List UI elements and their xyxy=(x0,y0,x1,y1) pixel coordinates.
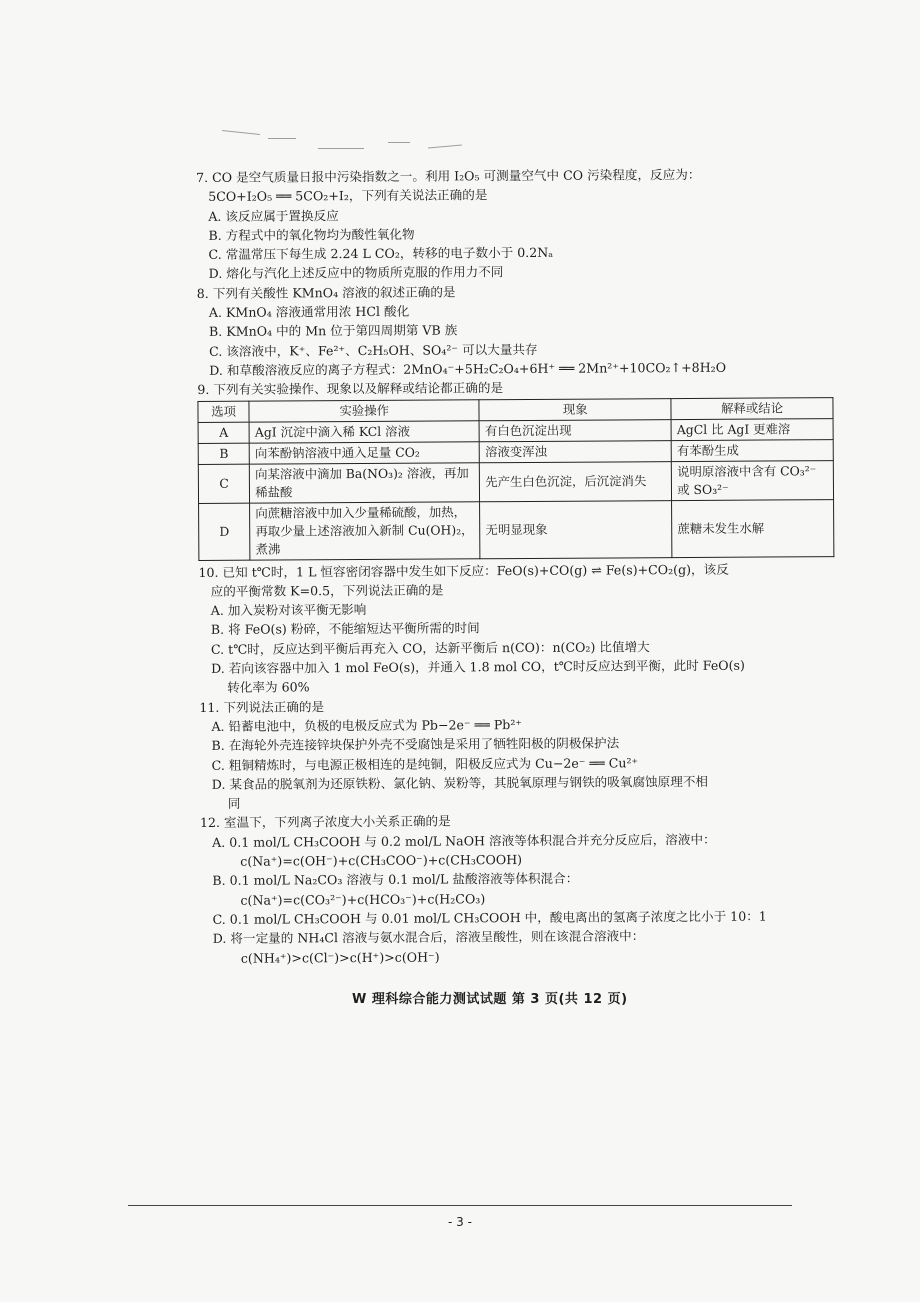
question-10-stem-line1: 10. 已知 t℃时，1 L 恒容密闭容器中发生如下反应：FeO(s)+CO(g) ⇌ Fe(s)+CO₂(g)，该反 xyxy=(198,561,729,580)
question-7-option-d: D. 熔化与汽化上述反应中的物质所克服的作用力不同 xyxy=(208,264,504,282)
question-8-stem: 8. 下列有关酸性 KMnO₄ 溶液的叙述正确的是 xyxy=(196,284,456,301)
table-header-option: 选项 xyxy=(198,401,249,422)
page-footer-title: W 理科综合能力测试试题 第 3 页(共 12 页) xyxy=(352,992,628,1007)
table-cell-option: A xyxy=(198,422,249,443)
question-9 xyxy=(197,376,848,560)
table-header-phenomenon: 现象 xyxy=(479,398,671,420)
table-header-conclusion: 解释或结论 xyxy=(671,397,833,419)
question-10-option-c: C. t℃时，反应达到平衡后再充入 CO，达新平衡后 n(CO)：n(CO₂) 比值增大 xyxy=(210,638,650,657)
page-number: - 3 - xyxy=(448,1215,472,1229)
table-row xyxy=(198,460,833,503)
question-10-option-b: B. 将 FeO(s) 粉碎，不能缩短达平衡所需的时间 xyxy=(210,620,480,638)
table-cell-conclusion: 说明原溶液中含有 CO₃²⁻ 或 SO₃²⁻ xyxy=(672,460,834,500)
table-header-operation: 实验操作 xyxy=(249,399,479,421)
table-cell-phenomenon: 无明显现象 xyxy=(480,500,672,558)
question-7-option-c: C. 常温常压下每生成 2.24 L CO₂，转移的电子数小于 0.2Nₐ xyxy=(208,245,554,263)
scan-noise xyxy=(428,145,462,149)
question-11 xyxy=(199,694,850,814)
table-cell-phenomenon: 有白色沉淀出现 xyxy=(479,419,671,441)
question-8 xyxy=(197,280,848,380)
question-12-option-b: B. 0.1 mol/L Na₂CO₃ 溶液与 0.1 mol/L 盐酸溶液等体积混合： xyxy=(212,870,579,889)
table-cell-operation: AgI 沉淀中滴入稀 KCl 溶液 xyxy=(249,420,479,442)
table-cell-conclusion: 蔗糖未发生水解 xyxy=(672,499,834,557)
question-8-option-c: C. 该溶液中，K⁺、Fe²⁺、C₂H₅OH、SO₄²⁻ 可以大量共存 xyxy=(209,341,538,359)
question-9-stem: 9. 下列有关实验操作、现象以及解释或结论都正确的是 xyxy=(197,380,504,398)
question-7-option-a: A. 该反应属于置换反应 xyxy=(208,207,339,224)
exam-content xyxy=(196,164,851,968)
scan-noise xyxy=(268,138,296,139)
question-11-option-c: C. 粗铜精炼时，与电源正极相连的是纯铜，阳极反应式为 Cu−2e⁻ ══ Cu²⁺ xyxy=(211,754,639,773)
table-cell-operation: 向苯酚钠溶液中通入足量 CO₂ xyxy=(249,441,479,463)
question-7-stem-line2: 5CO+I₂O₅ ══ 5CO₂+I₂，下列有关说法正确的是 xyxy=(208,187,488,205)
question-10 xyxy=(198,559,849,698)
table-cell-conclusion: 有苯酚生成 xyxy=(671,439,833,461)
question-11-stem: 11. 下列说法正确的是 xyxy=(199,698,325,715)
experiment-table xyxy=(197,397,834,561)
question-12-option-a-eq: c(Na⁺)=c(OH⁻)+c(CH₃COO⁻)+c(CH₃COOH) xyxy=(240,852,523,869)
footer-divider xyxy=(128,1205,792,1206)
table-cell-option: B xyxy=(198,443,249,464)
question-12-option-d-eq: c(NH₄⁺)>c(Cl⁻)>c(H⁺)>c(OH⁻) xyxy=(240,949,440,966)
question-10-option-d-cont: 转化率为 60% xyxy=(227,679,310,696)
scan-noise xyxy=(222,130,260,135)
question-12 xyxy=(200,809,851,967)
table-cell-option: C xyxy=(198,464,249,503)
question-12-option-d: D. 将一定量的 NH₄Cl 溶液与氨水混合后，溶液呈酸性，则在该混合溶液中： xyxy=(212,928,645,947)
question-11-option-b: B. 在海轮外壳连接锌块保护外壳不受腐蚀是采用了牺牲阳极的阴极保护法 xyxy=(211,735,620,754)
table-cell-operation: 向蔗糖溶液中加入少量稀硫酸，加热，再取少量上述溶液加入新制 Cu(OH)₂，煮沸 xyxy=(250,501,480,559)
question-8-option-a: A. KMnO₄ 溶液通常用浓 HCl 酸化 xyxy=(208,303,410,321)
question-10-option-a: A. 加入炭粉对该平衡无影响 xyxy=(210,602,367,619)
question-12-stem: 12. 室温下，下列离子浓度大小关系正确的是 xyxy=(199,813,451,831)
question-7-option-b: B. 方程式中的氧化物均为酸性氧化物 xyxy=(208,226,415,243)
question-12-option-b-eq: c(Na⁺)=c(CO₃²⁻)+c(HCO₃⁻)+c(H₂CO₃) xyxy=(240,890,486,908)
table-cell-phenomenon: 先产生白色沉淀，后沉淀消失 xyxy=(480,461,672,501)
table-cell-option: D xyxy=(199,503,251,560)
question-12-option-a: A. 0.1 mol/L CH₃COOH 与 0.2 mol/L NaOH 溶液等体积混合并充分反应后，溶液中： xyxy=(212,831,716,850)
question-8-option-d: D. 和草酸溶液反应的离子方程式：2MnO₄⁻+5H₂C₂O₄+6H⁺ ══ 2Mn²⁺+10CO₂↑+8H₂O xyxy=(209,359,727,378)
table-cell-phenomenon: 溶液变浑浊 xyxy=(479,440,671,462)
question-12-option-c: C. 0.1 mol/L CH₃COOH 与 0.01 mol/L CH₃COOH 中，酸电离出的氢离子浓度之比小于 10：1 xyxy=(212,908,767,927)
question-7 xyxy=(196,164,847,284)
question-11-option-d-cont: 同 xyxy=(227,795,241,811)
scan-noise xyxy=(318,148,364,149)
question-7-stem-line1: 7. CO 是空气质量日报中污染指数之一。利用 I₂O₅ 可测量空气中 CO 污染程度，反应为： xyxy=(196,166,701,185)
question-8-option-b: B. KMnO₄ 中的 Mn 位于第四周期第 ⅤB 族 xyxy=(208,322,458,340)
question-11-option-a: A. 铅蓄电池中，负极的电极反应式为 Pb−2e⁻ ══ Pb²⁺ xyxy=(211,716,523,734)
question-10-option-d: D. 若向该容器中加入 1 mol FeO(s)，并通入 1.8 mol CO，t℃时反应达到平衡，此时 FeO(s) xyxy=(211,657,745,676)
table-cell-operation: 向某溶液中滴加 Ba(NO₃)₂ 溶液，再加稀盐酸 xyxy=(250,462,480,502)
question-11-option-d: D. 某食品的脱氧剂为还原铁粉、氯化钠、炭粉等，其脱氧原理与钢铁的吸氧腐蚀原理不相 xyxy=(211,773,709,792)
table-cell-conclusion: AgCl 比 AgI 更难溶 xyxy=(671,418,833,440)
scan-noise xyxy=(388,142,410,143)
table-row xyxy=(199,499,834,560)
question-10-stem-line2: 应的平衡常数 K=0.5，下列说法正确的是 xyxy=(210,582,444,599)
